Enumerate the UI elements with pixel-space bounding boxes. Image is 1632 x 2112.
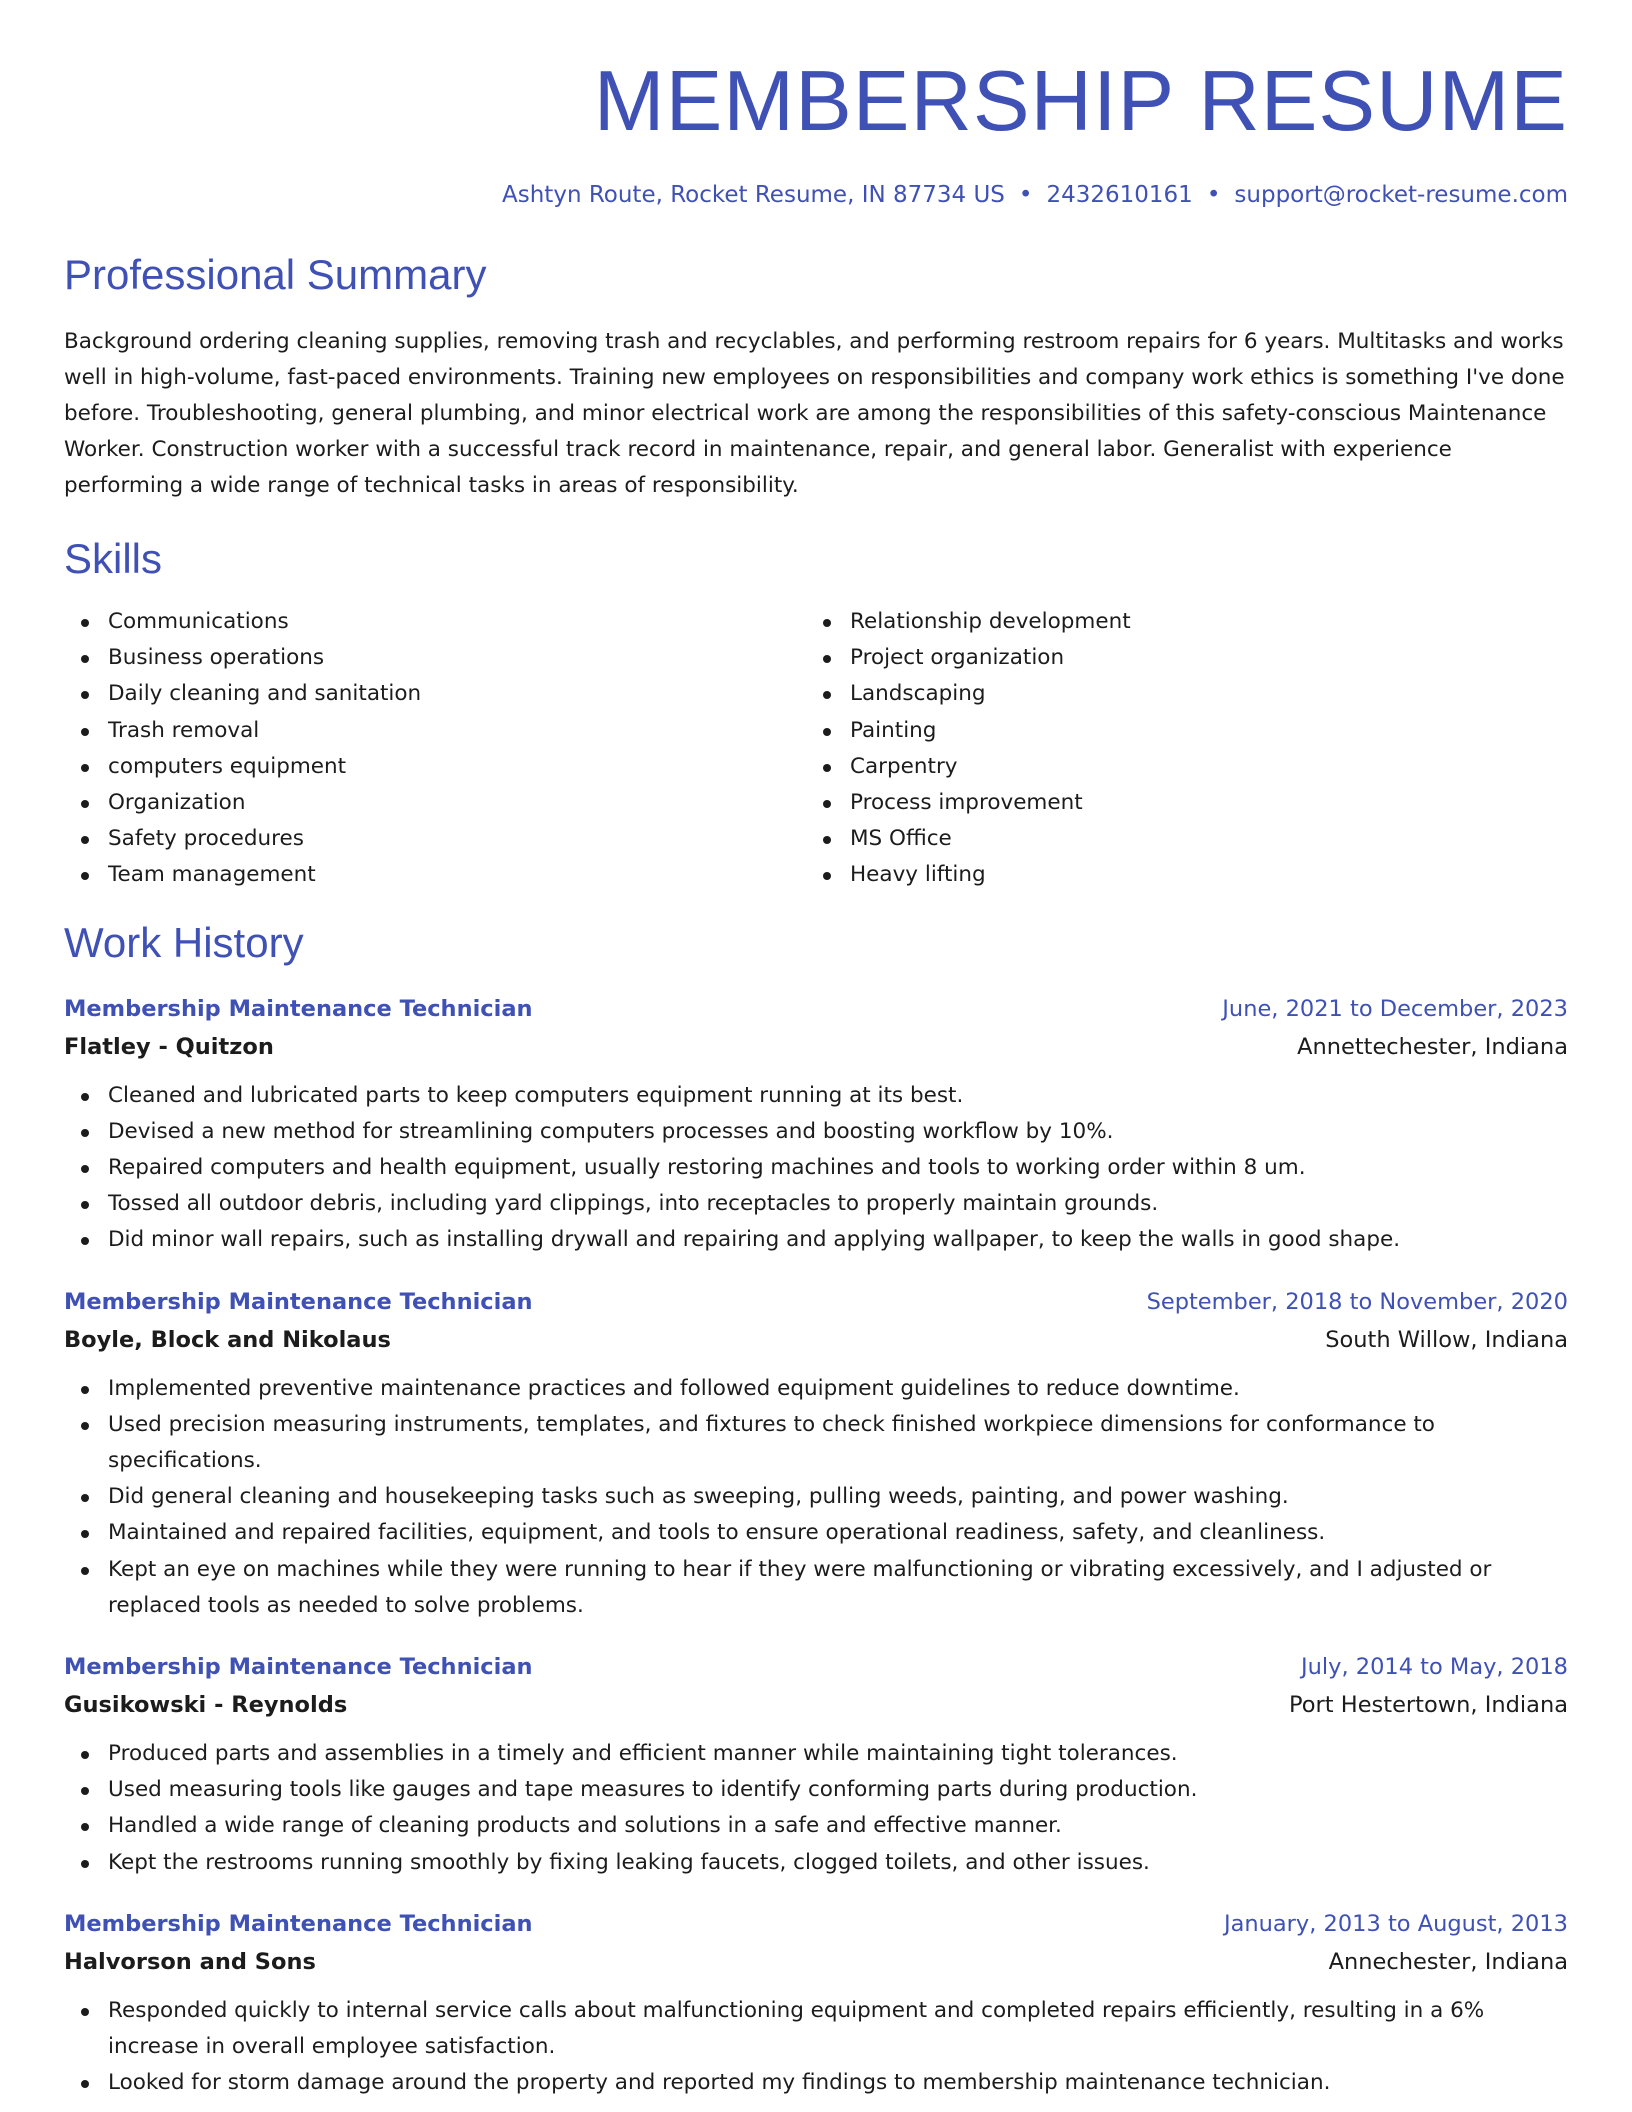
skill-item: MS Office (850, 821, 1548, 857)
job-location: Port Hestertown, Indiana (1289, 1692, 1568, 1719)
job-bullet: Looked for storm damage around the property and reported my findings to membership maintenance technician. (108, 2065, 1568, 2101)
job-bullet: Handled a wide range of cleaning products and solutions in a safe and effective manner. (108, 1808, 1568, 1844)
skill-item: Landscaping (850, 676, 1548, 712)
job-bullet: Devised a new method for streamlining computers processes and boosting workflow by 10%. (108, 1114, 1568, 1150)
job-dates: June, 2021 to December, 2023 (1222, 995, 1568, 1022)
job-location: Annettechester, Indiana (1297, 1033, 1568, 1060)
job-bullet: Responded quickly to internal service calls about malfunctioning equipment and completed repairs efficiently, resulting in a 6% increase in overall employee satisfaction. (108, 1993, 1568, 2065)
contact-separator: • (1018, 182, 1033, 208)
job-bullet: Maintained and repaired facilities, equipment, and tools to ensure operational readiness, safety, and cleanliness. (108, 1515, 1568, 1551)
contact-email[interactable]: support@rocket-resume.com (1234, 182, 1568, 208)
job-dates: September, 2018 to November, 2020 (1146, 1288, 1568, 1315)
skills-column-right (806, 604, 1548, 894)
job-company: Halvorson and Sons (64, 1948, 316, 1975)
skill-item: Carpentry (850, 749, 1548, 785)
job-title: Membership Maintenance Technician (64, 1910, 533, 1937)
job-bullet: Did minor wall repairs, such as installing drywall and repairing and applying wallpaper, to keep the walls in good shape. (108, 1222, 1568, 1258)
job-bullets (64, 1078, 1568, 1259)
job-company: Boyle, Block and Nikolaus (64, 1326, 391, 1353)
job-bullet: Tossed all outdoor debris, including yard clippings, into receptacles to properly maintain grounds. (108, 1186, 1568, 1222)
job-bullet: Cleaned and lubricated parts to keep computers equipment running at its best. (108, 1078, 1568, 1114)
skill-item: Trash removal (108, 713, 806, 749)
contact-line (64, 180, 1568, 210)
skill-item: Relationship development (850, 604, 1548, 640)
job-bullet: Repaired computers and health equipment, usually restoring machines and tools to working order within 8 um. (108, 1150, 1568, 1186)
summary-heading: Professional Summary (64, 251, 487, 298)
job-title: Membership Maintenance Technician (64, 1288, 533, 1315)
job-entry (64, 1285, 1568, 1624)
skill-item: Communications (108, 604, 806, 640)
job-location: Annechester, Indiana (1328, 1948, 1568, 1975)
skills-column-left (64, 604, 806, 894)
job-bullets (64, 1993, 1568, 2102)
job-dates: July, 2014 to May, 2018 (1300, 1654, 1568, 1681)
job-title: Membership Maintenance Technician (64, 995, 533, 1022)
skill-item: Organization (108, 785, 806, 821)
job-entry (64, 1650, 1568, 1881)
skill-item: Project organization (850, 640, 1548, 676)
contact-phone: 2432610161 (1046, 182, 1193, 208)
skills-list (64, 604, 1568, 894)
job-title: Membership Maintenance Technician (64, 1654, 533, 1681)
skill-item: Safety procedures (108, 821, 806, 857)
job-bullet: Used precision measuring instruments, templates, and fixtures to check finished workpiece dimensions for conformance to specifications. (108, 1407, 1568, 1479)
resume-name: MEMBERSHIP RESUME (593, 54, 1568, 149)
skill-item: computers equipment (108, 749, 806, 785)
resume-header (64, 54, 1568, 210)
contact-separator: • (1206, 182, 1221, 208)
job-bullet: Produced parts and assemblies in a timely and efficient manner while maintaining tight tolerances. (108, 1736, 1568, 1772)
job-entry (64, 992, 1568, 1259)
job-bullet: Did general cleaning and housekeeping tasks such as sweeping, pulling weeds, painting, and power washing. (108, 1479, 1568, 1515)
job-bullet: Kept the restrooms running smoothly by fixing leaking faucets, clogged toilets, and other issues. (108, 1845, 1568, 1881)
skill-item: Business operations (108, 640, 806, 676)
skill-item: Heavy lifting (850, 857, 1548, 893)
job-company: Flatley - Quitzon (64, 1033, 274, 1060)
job-bullet: Kept an eye on machines while they were running to hear if they were malfunctioning or vibrating excessively, and I adjusted or replaced tools as needed to solve problems. (108, 1552, 1568, 1624)
job-entry (64, 1907, 1568, 2102)
job-bullets (64, 1371, 1568, 1624)
skills-heading: Skills (64, 535, 163, 582)
skill-item: Daily cleaning and sanitation (108, 676, 806, 712)
job-dates: January, 2013 to August, 2013 (1223, 1910, 1568, 1937)
contact-address: Ashtyn Route, Rocket Resume, IN 87734 US (502, 182, 1005, 208)
skill-item: Process improvement (850, 785, 1548, 821)
job-company: Gusikowski - Reynolds (64, 1692, 348, 1719)
job-location: South Willow, Indiana (1325, 1326, 1568, 1353)
job-bullet: Implemented preventive maintenance practices and followed equipment guidelines to reduce downtime. (108, 1371, 1568, 1407)
job-bullets (64, 1736, 1568, 1881)
summary-text: Background ordering cleaning supplies, removing trash and recyclables, and performing restroom repairs for 6 years. Multitasks and works well in high-volume, fast-paced environments. Training new employees on responsibilities and company work ethics is something I've done before. Troubleshooting, general plumbing, and minor electrical work are among the responsibilities of this safety-conscious Maintenance Worker. Construction worker with a successful track record in maintenance, repair, and general labor. Generalist with experience performing a wide range of technical tasks in areas of responsibility. (64, 329, 1565, 498)
job-bullet: Used measuring tools like gauges and tape measures to identify conforming parts during production. (108, 1772, 1568, 1808)
skill-item: Painting (850, 713, 1548, 749)
skill-item: Team management (108, 857, 806, 893)
work-history-heading: Work History (64, 918, 304, 966)
